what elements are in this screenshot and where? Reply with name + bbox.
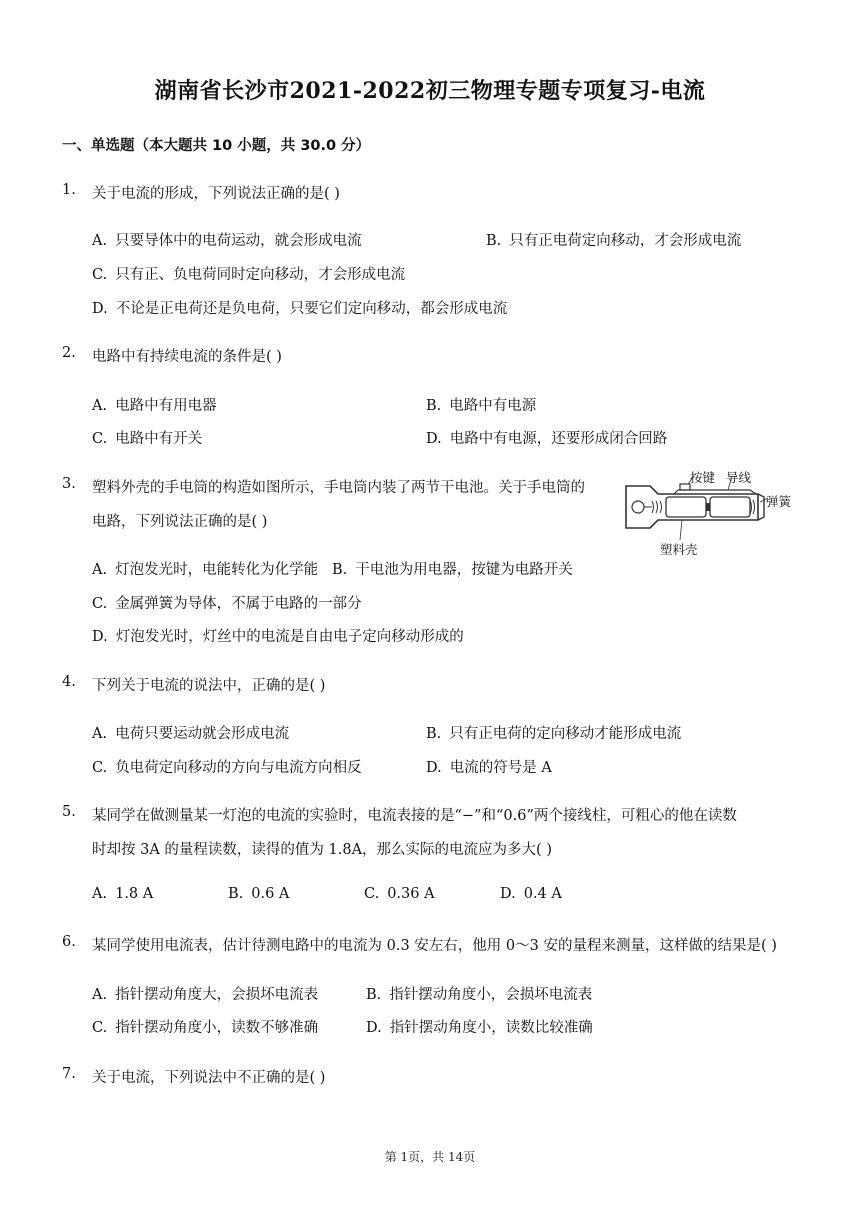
label-spring: 弹簧: [766, 494, 792, 509]
option-c[interactable]: [92, 592, 362, 613]
option-text: 1.8 A: [115, 886, 154, 902]
question-number: 6.: [62, 934, 76, 950]
option-text: 指针摆动角度小，读数不够准确: [115, 1020, 319, 1036]
option-d[interactable]: [500, 886, 562, 902]
option-a[interactable]: [92, 722, 289, 743]
option-letter: C.: [364, 886, 380, 902]
option-text: 电流的符号是 A: [449, 760, 552, 776]
option-letter: D.: [426, 431, 442, 447]
question-text: 关于电流的形成，下列说法正确的是( ): [92, 186, 340, 202]
option-letter: C.: [92, 267, 108, 283]
option-d[interactable]: [366, 1016, 593, 1037]
question-number: 2.: [62, 345, 76, 361]
option-c[interactable]: [92, 263, 405, 284]
option-letter: D.: [366, 1020, 382, 1036]
option-d[interactable]: [92, 297, 507, 318]
question-text-line2: 时却按 3A 的量程读数，读得的值为 1.8A，那么实际的电流应为多大( ): [92, 842, 552, 858]
option-b[interactable]: [426, 722, 681, 743]
question-number: 1.: [62, 182, 76, 198]
option-text: 0.4 A: [523, 886, 562, 902]
option-text: 0.36 A: [387, 886, 435, 902]
option-c[interactable]: [92, 427, 202, 448]
option-text: 电路中有用电器: [115, 398, 217, 414]
option-text: 只要导体中的电荷运动，就会形成电流: [115, 233, 362, 249]
question-number: 4.: [62, 674, 76, 690]
option-text: 电路中有电源，还要形成闭合回路: [449, 431, 668, 447]
option-text: 电荷只要运动就会形成电流: [115, 726, 290, 742]
page-footer: 第 1页，共 14页: [384, 1150, 476, 1164]
option-text: 0.6 A: [251, 886, 290, 902]
option-letter: A.: [92, 987, 108, 1003]
option-text: 干电池为用电器，按键为电路开关: [355, 562, 573, 578]
option-text: 指针摆动角度小，会损坏电流表: [389, 987, 593, 1003]
option-letter: B.: [366, 987, 382, 1003]
label-shell: 塑料壳: [660, 542, 698, 557]
option-b[interactable]: [366, 983, 592, 1004]
option-letter: A.: [92, 562, 108, 578]
option-text: 灯泡发光时，灯丝中的电流是自由电子定向移动形成的: [115, 629, 464, 645]
option-letter: C.: [92, 431, 108, 447]
option-a[interactable]: [92, 229, 362, 250]
option-letter: C.: [92, 1020, 108, 1036]
option-text: 负电荷定向移动的方向与电流方向相反: [115, 760, 362, 776]
option-a[interactable]: [92, 394, 217, 415]
option-b[interactable]: [426, 394, 536, 415]
option-letter: D.: [92, 301, 108, 317]
option-letter: D.: [92, 629, 108, 645]
option-a[interactable]: [92, 983, 318, 1004]
option-letter: A.: [92, 726, 108, 742]
option-letter: B.: [426, 726, 442, 742]
page-title: 湖南省长沙市2021-2022初三物理专题专项复习-电流: [154, 78, 706, 104]
label-button: 按键: [690, 470, 716, 485]
option-text: 灯泡发光时，电能转化为化学能: [115, 562, 319, 578]
option-letter: A.: [92, 398, 108, 414]
question-number: 7.: [62, 1066, 76, 1082]
option-b[interactable]: [486, 229, 741, 250]
option-letter: B.: [486, 233, 502, 249]
option-d[interactable]: [426, 427, 667, 448]
option-text: 指针摆动角度小，读数比较准确: [389, 1020, 593, 1036]
option-letter: B.: [426, 398, 442, 414]
option-text: 只有正电荷的定向移动才能形成电流: [449, 726, 682, 742]
question-text-line1: 塑料外壳的手电筒的构造如图所示，手电筒内装了两节干电池。关于手电筒的: [92, 480, 585, 496]
option-text: 只有正、负电荷同时定向移动，才会形成电流: [115, 267, 406, 283]
option-c[interactable]: [364, 886, 435, 902]
option-d[interactable]: [92, 625, 464, 646]
option-b[interactable]: [228, 886, 289, 902]
question-text: 下列关于电流的说法中，正确的是( ): [92, 678, 326, 694]
option-text: 指针摆动角度大，会损坏电流表: [115, 987, 319, 1003]
option-text: 只有正电荷定向移动，才会形成电流: [509, 233, 742, 249]
option-letter: A.: [92, 233, 108, 249]
option-text: 不论是正电荷还是负电荷，只要它们定向移动，都会形成电流: [115, 301, 508, 317]
flashlight-diagram: [618, 464, 800, 564]
option-c[interactable]: [92, 756, 362, 777]
option-letter: D.: [426, 760, 442, 776]
question-text: 某同学使用电流表，估计待测电路中的电流为 0.3 安左右，他用 0～3 安的量程来测量，这样做的结果是( ): [92, 938, 777, 954]
option-letter: A.: [92, 886, 108, 902]
option-letter: D.: [500, 886, 516, 902]
option-text: 金属弹簧为导体，不属于电路的一部分: [115, 596, 362, 612]
question-number: 5.: [62, 804, 76, 820]
option-letter: C.: [92, 596, 108, 612]
question-text: 关于电流，下列说法中不正确的是( ): [92, 1070, 326, 1086]
option-a[interactable]: [92, 886, 153, 902]
question-text: 电路中有持续电流的条件是( ): [92, 349, 282, 365]
option-text: 电路中有电源: [449, 398, 537, 414]
section-heading: 一、单选题（本大题共 10 小题，共 30.0 分）: [62, 138, 371, 154]
question-text-line1: 某同学在做测量某一灯泡的电流的实验时，电流表接的是“−”和“0.6”两个接线柱，可粗心的他在读数: [92, 808, 737, 824]
label-wire: 导线: [726, 470, 752, 485]
option-text: 电路中有开关: [115, 431, 203, 447]
option-b[interactable]: [332, 558, 573, 579]
option-letter: B.: [332, 562, 348, 578]
option-a[interactable]: [92, 558, 318, 579]
option-c[interactable]: [92, 1016, 318, 1037]
option-letter: C.: [92, 760, 108, 776]
option-d[interactable]: [426, 756, 552, 777]
option-letter: B.: [228, 886, 244, 902]
question-number: 3.: [62, 476, 76, 492]
question-text-line2: 电路，下列说法正确的是( ): [92, 514, 268, 530]
